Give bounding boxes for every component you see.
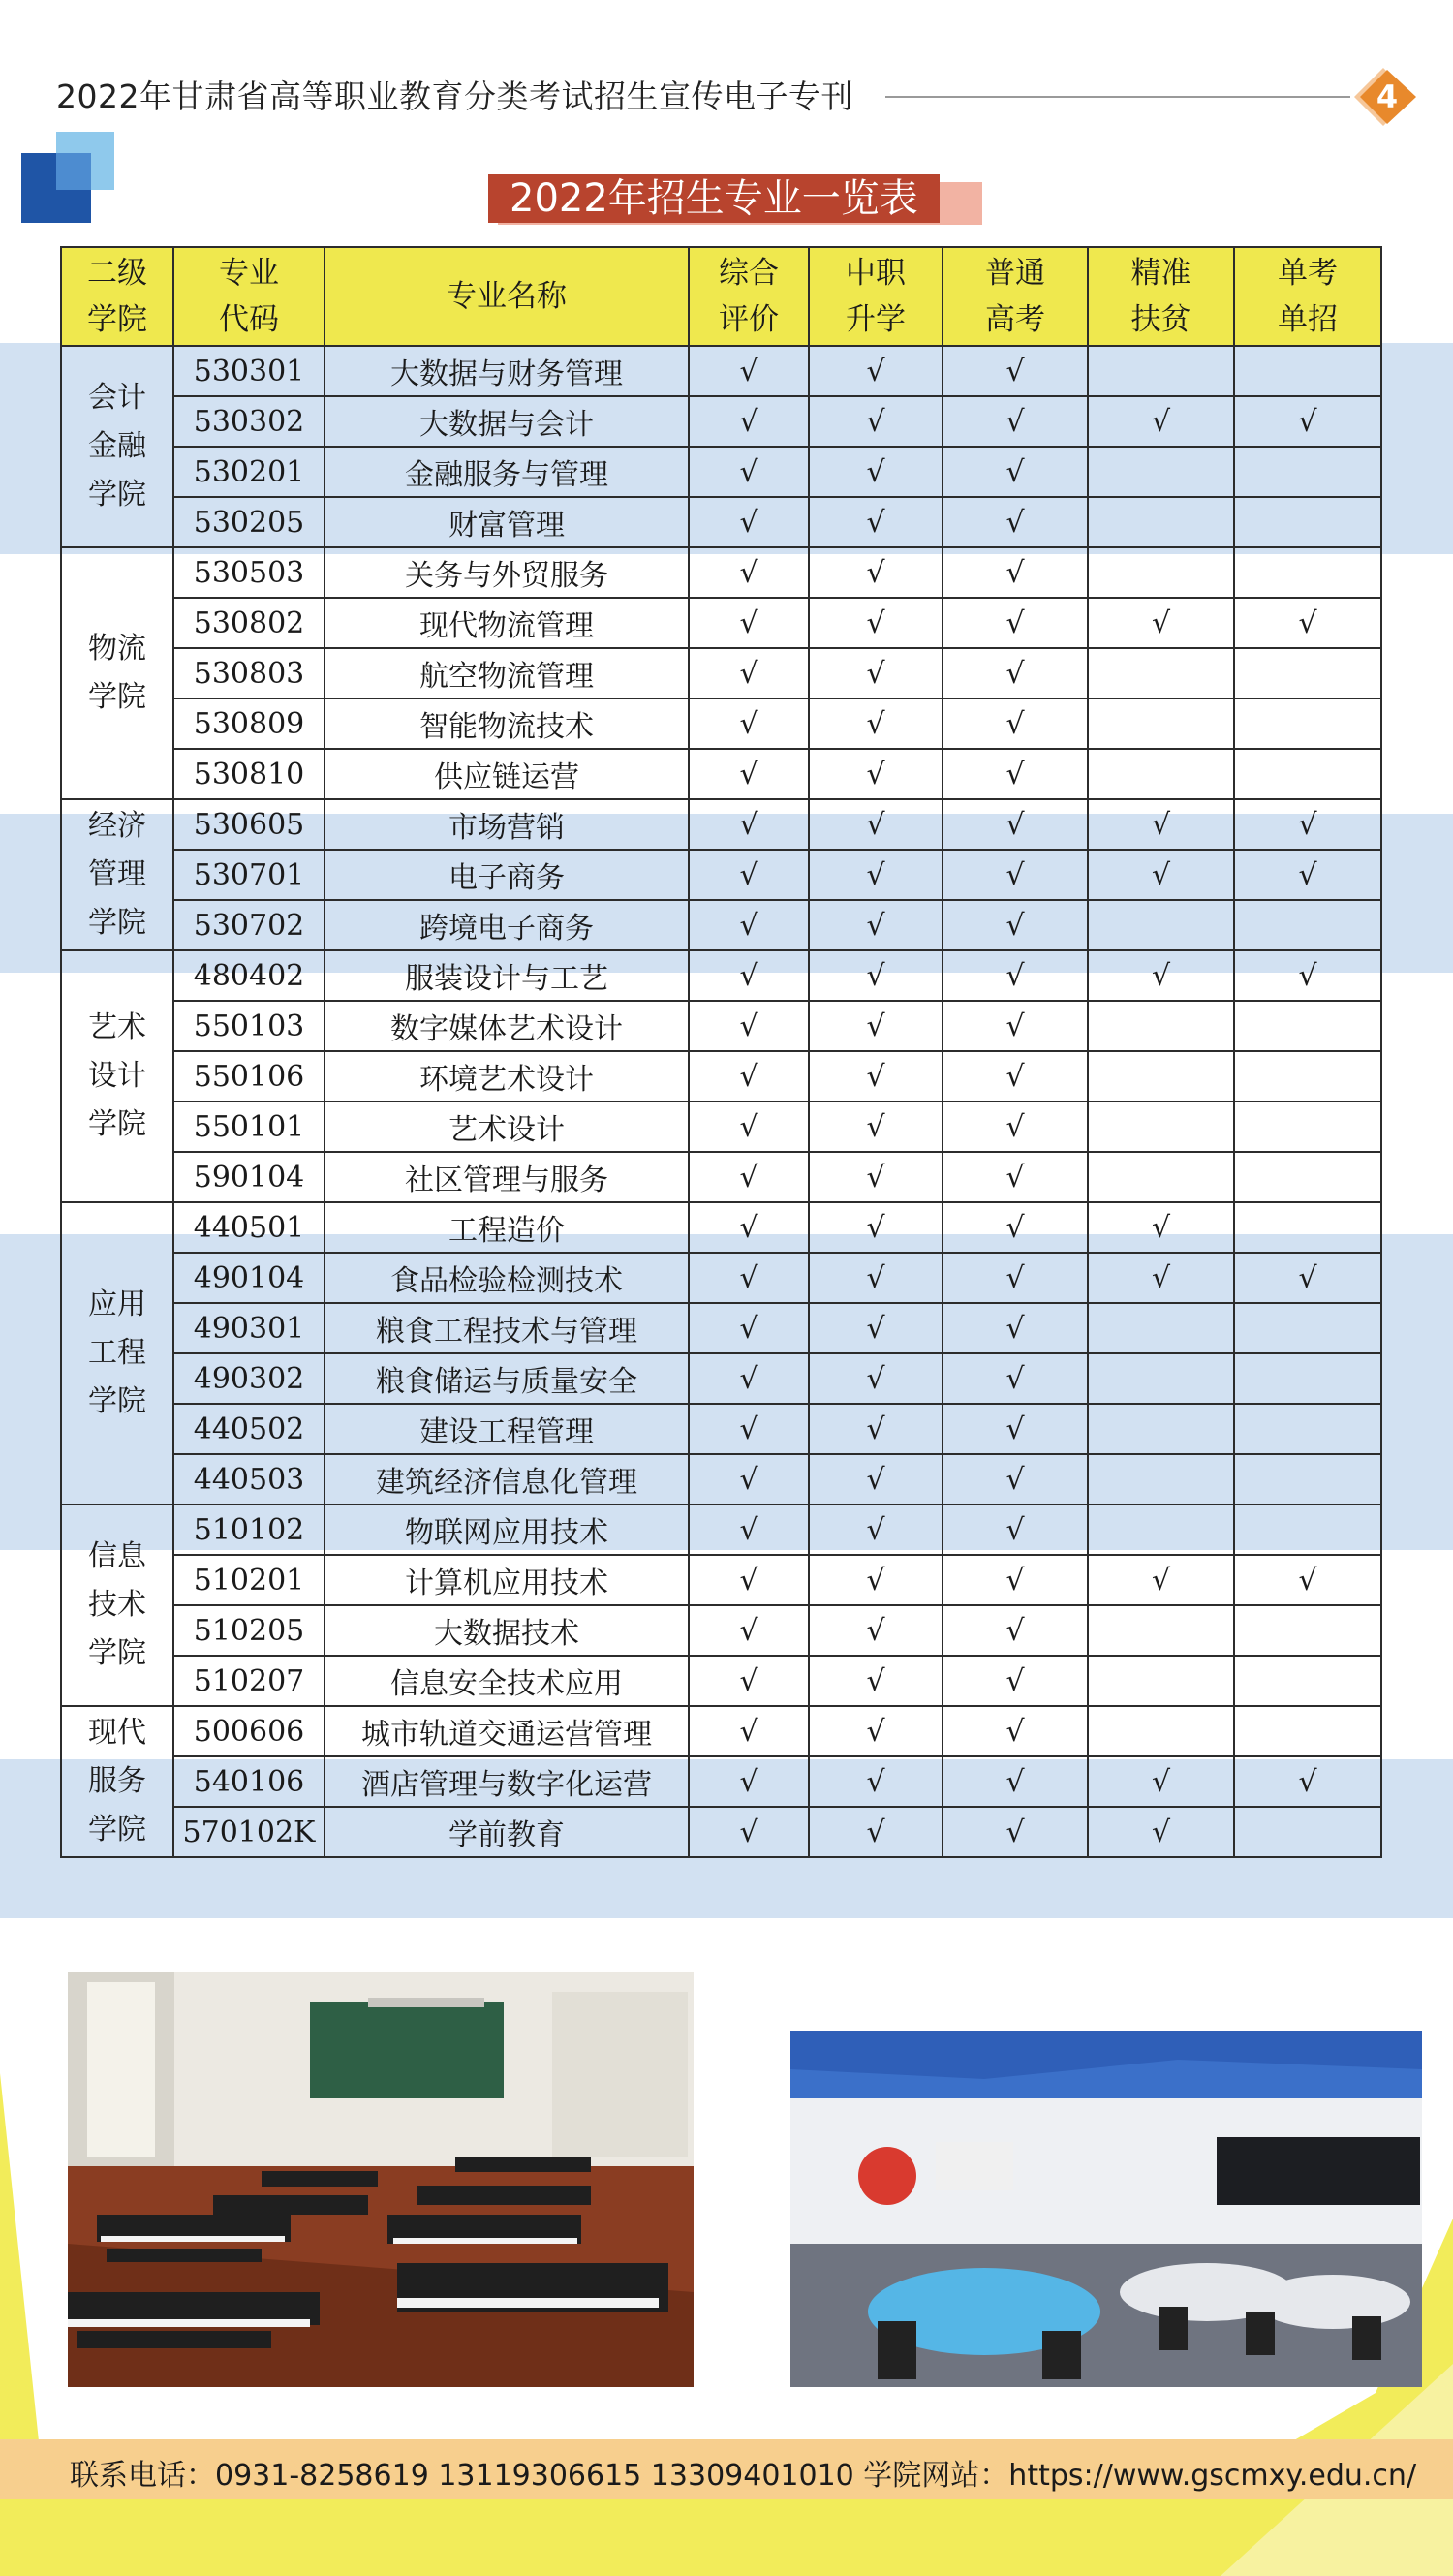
mark-comprehensive: √	[689, 648, 809, 698]
college-cell: 艺术 设计 学院	[61, 950, 173, 1202]
major-name: 金融服务与管理	[325, 447, 689, 497]
major-code: 570102K	[173, 1807, 325, 1857]
mark-single: √	[1234, 1555, 1381, 1605]
major-name: 现代物流管理	[325, 598, 689, 648]
mark-secondary: √	[809, 396, 943, 447]
major-name: 数字媒体艺术设计	[325, 1001, 689, 1051]
mark-comprehensive: √	[689, 1202, 809, 1253]
mark-single: √	[1234, 598, 1381, 648]
mark-single	[1234, 497, 1381, 547]
table-row	[61, 1303, 1381, 1353]
mark-poverty	[1088, 1404, 1234, 1454]
table-row	[61, 1807, 1381, 1857]
mark-poverty	[1088, 900, 1234, 950]
major-code: 530809	[173, 698, 325, 749]
section-title: 2022年招生专业一览表	[488, 174, 940, 223]
college-cell: 经济 管理 学院	[61, 799, 173, 950]
major-name: 学前教育	[325, 1807, 689, 1857]
table-row	[61, 900, 1381, 950]
mark-poverty: √	[1088, 1807, 1234, 1857]
mark-comprehensive: √	[689, 497, 809, 547]
mark-gaokao: √	[943, 1605, 1088, 1656]
mark-gaokao: √	[943, 1102, 1088, 1152]
mark-single	[1234, 1404, 1381, 1454]
mark-gaokao: √	[943, 547, 1088, 598]
mark-poverty	[1088, 497, 1234, 547]
mark-single	[1234, 547, 1381, 598]
mark-single	[1234, 1454, 1381, 1505]
mark-secondary: √	[809, 1152, 943, 1202]
major-list-table	[60, 246, 1382, 1858]
mark-comprehensive: √	[689, 547, 809, 598]
mark-comprehensive: √	[689, 850, 809, 900]
page-number-badge	[1346, 66, 1420, 128]
mark-secondary: √	[809, 1202, 943, 1253]
mark-gaokao: √	[943, 950, 1088, 1001]
mark-poverty	[1088, 447, 1234, 497]
mark-comprehensive: √	[689, 1404, 809, 1454]
college-cell: 应用 工程 学院	[61, 1202, 173, 1505]
major-name: 粮食工程技术与管理	[325, 1303, 689, 1353]
mark-poverty	[1088, 1656, 1234, 1706]
mark-poverty: √	[1088, 850, 1234, 900]
mark-gaokao: √	[943, 1807, 1088, 1857]
mark-poverty	[1088, 1051, 1234, 1102]
mark-comprehensive: √	[689, 1303, 809, 1353]
table-row	[61, 648, 1381, 698]
mark-secondary: √	[809, 749, 943, 799]
mark-poverty	[1088, 1001, 1234, 1051]
mark-poverty	[1088, 648, 1234, 698]
major-name: 酒店管理与数字化运营	[325, 1756, 689, 1807]
mark-secondary: √	[809, 900, 943, 950]
major-code: 510102	[173, 1505, 325, 1555]
major-code: 440502	[173, 1404, 325, 1454]
mark-poverty	[1088, 1152, 1234, 1202]
col-header-name: 专业名称	[325, 247, 689, 346]
mark-gaokao: √	[943, 1001, 1088, 1051]
major-code: 530205	[173, 497, 325, 547]
mark-poverty: √	[1088, 598, 1234, 648]
major-code: 490104	[173, 1253, 325, 1303]
magazine-title: 2022年甘肃省高等职业教育分类考试招生宣传电子专刊	[56, 78, 853, 115]
table-row	[61, 547, 1381, 598]
mark-poverty	[1088, 1605, 1234, 1656]
mark-secondary: √	[809, 1555, 943, 1605]
footer-contact: 联系电话：0931-8258619 13119306615 13309401010 学院网站：https://www.gscmxy.edu.cn/	[70, 2459, 1417, 2493]
major-name: 建设工程管理	[325, 1404, 689, 1454]
table-row	[61, 1202, 1381, 1253]
table-row	[61, 1706, 1381, 1756]
mark-gaokao: √	[943, 447, 1088, 497]
mark-secondary: √	[809, 1253, 943, 1303]
major-code: 490302	[173, 1353, 325, 1404]
major-code: 530803	[173, 648, 325, 698]
mark-poverty	[1088, 1353, 1234, 1404]
mark-single: √	[1234, 1756, 1381, 1807]
major-name: 电子商务	[325, 850, 689, 900]
table-row	[61, 749, 1381, 799]
major-code: 440503	[173, 1454, 325, 1505]
col-header-gaokao: 普通 高考	[943, 247, 1088, 346]
college-cell: 信息 技术 学院	[61, 1505, 173, 1706]
col-header-poverty: 精准 扶贫	[1088, 247, 1234, 346]
table-row	[61, 1152, 1381, 1202]
mark-secondary: √	[809, 799, 943, 850]
mark-single	[1234, 447, 1381, 497]
mark-single	[1234, 1001, 1381, 1051]
major-code: 480402	[173, 950, 325, 1001]
mark-secondary: √	[809, 497, 943, 547]
major-code: 550106	[173, 1051, 325, 1102]
table-row	[61, 346, 1381, 396]
mark-single	[1234, 1656, 1381, 1706]
mark-single	[1234, 1102, 1381, 1152]
major-name: 环境艺术设计	[325, 1051, 689, 1102]
major-code: 440501	[173, 1202, 325, 1253]
mark-secondary: √	[809, 950, 943, 1001]
major-code: 550101	[173, 1102, 325, 1152]
mark-gaokao: √	[943, 1051, 1088, 1102]
table-row	[61, 1404, 1381, 1454]
major-name: 市场营销	[325, 799, 689, 850]
mark-poverty: √	[1088, 950, 1234, 1001]
major-code: 500606	[173, 1706, 325, 1756]
major-name: 城市轨道交通运营管理	[325, 1706, 689, 1756]
mark-comprehensive: √	[689, 1756, 809, 1807]
mark-poverty	[1088, 1102, 1234, 1152]
mark-single	[1234, 1605, 1381, 1656]
mark-comprehensive: √	[689, 698, 809, 749]
mark-single	[1234, 698, 1381, 749]
mark-comprehensive: √	[689, 1807, 809, 1857]
mark-poverty: √	[1088, 1555, 1234, 1605]
mark-poverty	[1088, 1706, 1234, 1756]
mark-comprehensive: √	[689, 447, 809, 497]
major-name: 建筑经济信息化管理	[325, 1454, 689, 1505]
mark-secondary: √	[809, 1102, 943, 1152]
college-cell: 现代 服务 学院	[61, 1706, 173, 1857]
mark-comprehensive: √	[689, 1353, 809, 1404]
mark-gaokao: √	[943, 648, 1088, 698]
table-row	[61, 1102, 1381, 1152]
mark-gaokao: √	[943, 598, 1088, 648]
table-row	[61, 1454, 1381, 1505]
mark-secondary: √	[809, 1706, 943, 1756]
mark-comprehensive: √	[689, 950, 809, 1001]
mark-poverty	[1088, 1303, 1234, 1353]
table-row	[61, 1756, 1381, 1807]
mark-secondary: √	[809, 447, 943, 497]
major-name: 财富管理	[325, 497, 689, 547]
mark-poverty	[1088, 1505, 1234, 1555]
mark-gaokao: √	[943, 1202, 1088, 1253]
mark-gaokao: √	[943, 1404, 1088, 1454]
mark-comprehensive: √	[689, 1555, 809, 1605]
mark-secondary: √	[809, 1605, 943, 1656]
mark-comprehensive: √	[689, 900, 809, 950]
mark-gaokao: √	[943, 698, 1088, 749]
major-code: 490301	[173, 1303, 325, 1353]
mark-comprehensive: √	[689, 1706, 809, 1756]
decor-square-mid	[56, 153, 91, 190]
mark-single	[1234, 1706, 1381, 1756]
table-row	[61, 799, 1381, 850]
mark-single	[1234, 1807, 1381, 1857]
col-header-secondary: 中职 升学	[809, 247, 943, 346]
mark-comprehensive: √	[689, 1253, 809, 1303]
table-row	[61, 1656, 1381, 1706]
major-code: 530503	[173, 547, 325, 598]
mark-single	[1234, 1303, 1381, 1353]
mark-secondary: √	[809, 1404, 943, 1454]
mark-gaokao: √	[943, 1505, 1088, 1555]
mark-poverty	[1088, 698, 1234, 749]
mark-comprehensive: √	[689, 749, 809, 799]
mark-secondary: √	[809, 547, 943, 598]
major-name: 服装设计与工艺	[325, 950, 689, 1001]
mark-single: √	[1234, 1253, 1381, 1303]
table-row	[61, 950, 1381, 1001]
table-row	[61, 598, 1381, 648]
major-code: 540106	[173, 1756, 325, 1807]
major-name: 艺术设计	[325, 1102, 689, 1152]
major-name: 物联网应用技术	[325, 1505, 689, 1555]
col-header-comprehensive: 综合 评价	[689, 247, 809, 346]
mark-gaokao: √	[943, 1656, 1088, 1706]
mark-secondary: √	[809, 598, 943, 648]
mark-gaokao: √	[943, 1555, 1088, 1605]
mark-secondary: √	[809, 1505, 943, 1555]
major-name: 航空物流管理	[325, 648, 689, 698]
major-code: 530605	[173, 799, 325, 850]
col-header-single: 单考 单招	[1234, 247, 1381, 346]
mark-gaokao: √	[943, 850, 1088, 900]
mark-gaokao: √	[943, 346, 1088, 396]
mark-gaokao: √	[943, 1303, 1088, 1353]
mark-gaokao: √	[943, 1454, 1088, 1505]
mark-comprehensive: √	[689, 396, 809, 447]
mark-gaokao: √	[943, 749, 1088, 799]
mark-comprehensive: √	[689, 1454, 809, 1505]
mark-poverty: √	[1088, 799, 1234, 850]
col-header-college: 二级 学院	[61, 247, 173, 346]
mark-gaokao: √	[943, 1353, 1088, 1404]
mark-single	[1234, 346, 1381, 396]
major-name: 社区管理与服务	[325, 1152, 689, 1202]
table-row	[61, 1605, 1381, 1656]
mark-secondary: √	[809, 850, 943, 900]
mark-gaokao: √	[943, 1253, 1088, 1303]
mark-secondary: √	[809, 1756, 943, 1807]
mark-gaokao: √	[943, 1152, 1088, 1202]
mark-single	[1234, 1353, 1381, 1404]
mark-single	[1234, 648, 1381, 698]
major-name: 信息安全技术应用	[325, 1656, 689, 1706]
mark-secondary: √	[809, 346, 943, 396]
college-cell: 会计 金融 学院	[61, 346, 173, 547]
mark-poverty	[1088, 346, 1234, 396]
mark-comprehensive: √	[689, 1001, 809, 1051]
mark-single: √	[1234, 850, 1381, 900]
mark-secondary: √	[809, 648, 943, 698]
major-code: 590104	[173, 1152, 325, 1202]
major-name: 粮食储运与质量安全	[325, 1353, 689, 1404]
mark-poverty: √	[1088, 396, 1234, 447]
major-name: 计算机应用技术	[325, 1555, 689, 1605]
table-row	[61, 1505, 1381, 1555]
mark-gaokao: √	[943, 1756, 1088, 1807]
mark-poverty	[1088, 749, 1234, 799]
major-code: 550103	[173, 1001, 325, 1051]
header-divider	[885, 96, 1350, 98]
major-name: 食品检验检测技术	[325, 1253, 689, 1303]
mark-secondary: √	[809, 1454, 943, 1505]
mark-gaokao: √	[943, 900, 1088, 950]
mark-comprehensive: √	[689, 1051, 809, 1102]
mark-single	[1234, 1505, 1381, 1555]
college-cell: 物流 学院	[61, 547, 173, 799]
mark-comprehensive: √	[689, 346, 809, 396]
mark-comprehensive: √	[689, 799, 809, 850]
mark-poverty	[1088, 1454, 1234, 1505]
mark-single	[1234, 1152, 1381, 1202]
mark-single	[1234, 749, 1381, 799]
mark-poverty	[1088, 547, 1234, 598]
major-name: 关务与外贸服务	[325, 547, 689, 598]
major-name: 大数据技术	[325, 1605, 689, 1656]
table-header-row	[61, 247, 1381, 346]
major-code: 530702	[173, 900, 325, 950]
major-name: 智能物流技术	[325, 698, 689, 749]
mark-secondary: √	[809, 1001, 943, 1051]
table-row	[61, 1353, 1381, 1404]
mark-secondary: √	[809, 1051, 943, 1102]
major-code: 510201	[173, 1555, 325, 1605]
mark-single	[1234, 900, 1381, 950]
major-code: 530802	[173, 598, 325, 648]
major-name: 工程造价	[325, 1202, 689, 1253]
mark-secondary: √	[809, 1353, 943, 1404]
major-name: 大数据与会计	[325, 396, 689, 447]
smart-classroom-photo	[790, 2031, 1422, 2387]
major-name: 大数据与财务管理	[325, 346, 689, 396]
table-row	[61, 396, 1381, 447]
mark-comprehensive: √	[689, 1605, 809, 1656]
mark-secondary: √	[809, 1807, 943, 1857]
major-name: 供应链运营	[325, 749, 689, 799]
mark-poverty: √	[1088, 1756, 1234, 1807]
mark-single	[1234, 1051, 1381, 1102]
mark-single	[1234, 1202, 1381, 1253]
table-row	[61, 698, 1381, 749]
piano-classroom-photo	[68, 1972, 694, 2387]
mark-secondary: √	[809, 1303, 943, 1353]
table-row	[61, 850, 1381, 900]
table-row	[61, 1001, 1381, 1051]
major-code: 530302	[173, 396, 325, 447]
table-row	[61, 497, 1381, 547]
table-row	[61, 1253, 1381, 1303]
mark-single: √	[1234, 396, 1381, 447]
mark-comprehensive: √	[689, 1152, 809, 1202]
mark-gaokao: √	[943, 497, 1088, 547]
col-header-code: 专业 代码	[173, 247, 325, 346]
mark-comprehensive: √	[689, 1656, 809, 1706]
page-number: 4	[1376, 78, 1399, 115]
major-code: 530810	[173, 749, 325, 799]
mark-secondary: √	[809, 1656, 943, 1706]
mark-comprehensive: √	[689, 598, 809, 648]
mark-gaokao: √	[943, 799, 1088, 850]
mark-gaokao: √	[943, 396, 1088, 447]
mark-single: √	[1234, 950, 1381, 1001]
major-code: 510207	[173, 1656, 325, 1706]
major-code: 530301	[173, 346, 325, 396]
mark-poverty: √	[1088, 1202, 1234, 1253]
major-name: 跨境电子商务	[325, 900, 689, 950]
major-code: 510205	[173, 1605, 325, 1656]
table-row	[61, 447, 1381, 497]
major-code: 530201	[173, 447, 325, 497]
mark-secondary: √	[809, 698, 943, 749]
table-row	[61, 1051, 1381, 1102]
mark-gaokao: √	[943, 1706, 1088, 1756]
mark-comprehensive: √	[689, 1102, 809, 1152]
mark-comprehensive: √	[689, 1505, 809, 1555]
mark-poverty: √	[1088, 1253, 1234, 1303]
table-row	[61, 1555, 1381, 1605]
mark-single: √	[1234, 799, 1381, 850]
major-code: 530701	[173, 850, 325, 900]
